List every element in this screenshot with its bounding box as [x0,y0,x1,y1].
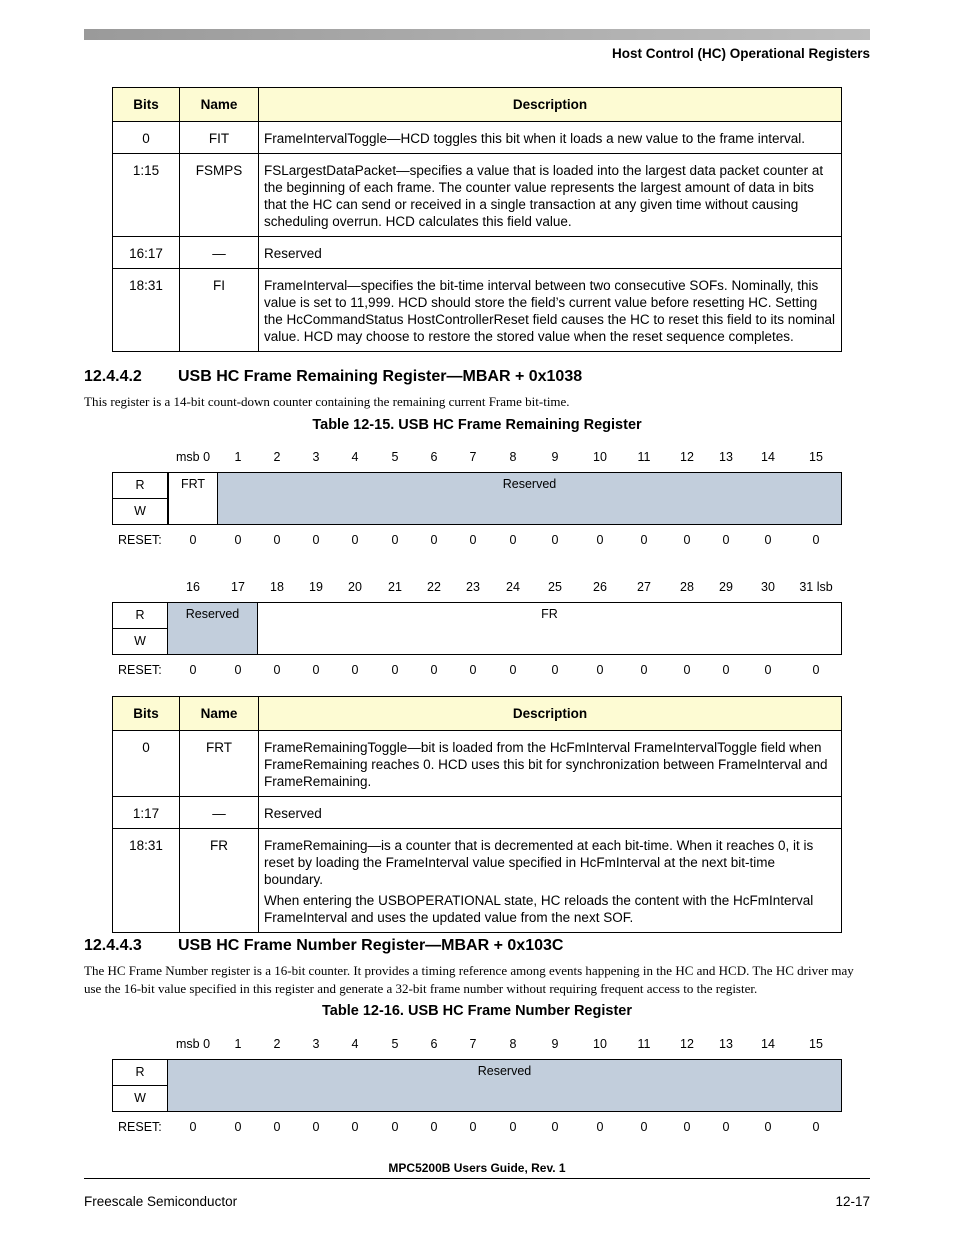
bit-number: 9 [551,450,559,464]
description-cell [259,797,842,829]
reset-value: 0 [812,533,820,547]
bits-header: Bits [113,88,180,122]
bit-number: 19 [309,580,323,594]
name-header: Name [180,88,259,122]
description-text: Reserved [264,806,322,821]
reset-values [112,663,842,683]
bit-number: 15 [809,1037,823,1051]
bit-number: 5 [391,450,399,464]
bit-number: 14 [761,450,775,464]
reset-value: 0 [273,533,281,547]
name-header: Name [180,697,259,731]
section-heading [84,937,563,955]
reset-value: 0 [430,533,438,547]
description-text: FrameIntervalToggle—HCD toggles this bit when it loads a new value to the frame interval. [264,131,806,146]
description-text: When entering the USBOPERATIONAL state, HC reloads the content with the HcFmInterval FrameInterval and uses the updated value from the next SOF. [264,893,814,925]
reset-value: 0 [234,663,242,677]
bit-number: 7 [469,450,477,464]
field-reserved: Reserved [218,473,842,524]
bit-number: 10 [593,1037,607,1051]
reset-value: 0 [640,533,648,547]
bit-number: 20 [348,580,362,594]
reset-value: 0 [469,533,477,547]
bit-number: 4 [351,1037,359,1051]
bits-cell: 18:31 [113,829,180,933]
bit-number: 24 [506,580,520,594]
section-paragraph: This register is a 14-bit count-down counter containing the remaining current Frame bit-time. [84,394,570,409]
bit-number: 22 [427,580,441,594]
name-cell: FSMPS [180,154,259,237]
read-label: R [112,1060,168,1086]
bit-number: 28 [680,580,694,594]
register-grid [112,602,842,655]
field-reserved: Reserved [168,603,258,654]
bit-number: 4 [351,450,359,464]
header-bar [84,29,870,40]
write-label: W [112,1086,168,1112]
reset-label: RESET: [118,1120,162,1134]
reset-value: 0 [391,1120,399,1134]
description-cell [259,122,842,154]
bit-number: 14 [761,1037,775,1051]
description-cell [259,829,842,933]
reset-value: 0 [509,533,517,547]
bit-number: 10 [593,450,607,464]
description-text: FrameRemaining—is a counter that is decremented at each bit-time. When it reaches 0, it is reset by loading the FrameInterval value specified in HcFmInterval at the next bit-time boundary. [264,838,814,887]
bit-number: 31 lsb [799,580,833,594]
reset-value: 0 [469,1120,477,1134]
reset-value: 0 [312,533,320,547]
reset-value: 0 [722,1120,730,1134]
description-cell [259,154,842,237]
bits-cell: 1:17 [113,797,180,829]
description-text: FSLargestDataPacket—specifies a value that is loaded into the largest data packet counter at the beginning of each frame. The counter value represents the largest amount of data in bits that the HC can send or received in a single transaction at any given time without causing scheduling overrun. HCD calculates this field value. [264,163,824,229]
name-cell: FRT [180,731,259,797]
name-cell: — [180,237,259,269]
reset-value: 0 [640,1120,648,1134]
write-label: W [112,629,168,655]
reset-value: 0 [683,663,691,677]
fm-interval-bit-table [112,87,842,352]
bits-cell: 1:15 [113,154,180,237]
field-fr: FR [258,603,842,654]
footer-guide-title: MPC5200B Users Guide, Rev. 1 [388,1161,566,1175]
reset-value: 0 [764,663,772,677]
bit-number: 21 [388,580,402,594]
bit-number: 16 [186,580,200,594]
reset-value: 0 [596,533,604,547]
reset-value: 0 [509,663,517,677]
reset-value: 0 [596,1120,604,1134]
reset-value: 0 [312,1120,320,1134]
table-row [113,154,842,237]
bit-number: 5 [391,1037,399,1051]
reset-value: 0 [596,663,604,677]
section-number: 12.4.4.2 [84,368,142,385]
description-cell [259,269,842,352]
field-reserved: Reserved [168,1060,842,1111]
name-cell: — [180,797,259,829]
reset-values [112,1120,842,1140]
reset-value: 0 [189,663,197,677]
bit-number: 2 [273,1037,281,1051]
frame-number-register [112,1037,842,1140]
bit-number: 6 [430,450,438,464]
reset-value: 0 [189,533,197,547]
table-row [113,122,842,154]
table-caption: Table 12-15. USB HC Frame Remaining Register [312,417,642,433]
bit-number: 8 [509,450,517,464]
reset-value: 0 [812,663,820,677]
reset-value: 0 [683,533,691,547]
bit-number: 7 [469,1037,477,1051]
table-row [113,731,842,797]
reset-value: 0 [551,533,559,547]
reset-value: 0 [351,1120,359,1134]
bit-number: msb 0 [175,1037,211,1051]
reset-value: 0 [351,533,359,547]
reset-value: 0 [351,663,359,677]
write-label: W [112,499,168,525]
reset-value: 0 [312,663,320,677]
description-header: Description [259,697,842,731]
bit-numbers [112,1037,842,1057]
table-row [113,829,842,933]
table-caption: Table 12-16. USB HC Frame Number Register [322,1003,632,1019]
bits-cell: 0 [113,122,180,154]
footer-company: Freescale Semiconductor [84,1194,238,1209]
read-label: R [112,603,168,629]
bit-number: 18 [270,580,284,594]
field-frt: FRT [168,473,218,524]
reset-value: 0 [551,1120,559,1134]
reset-value: 0 [430,663,438,677]
register-grid [112,472,842,525]
bit-number: 26 [593,580,607,594]
bit-number: 12 [680,1037,694,1051]
reset-value: 0 [722,533,730,547]
bits-cell: 18:31 [113,269,180,352]
reset-value: 0 [764,533,772,547]
bit-number: 8 [509,1037,517,1051]
reset-value: 0 [812,1120,820,1134]
description-header: Description [259,88,842,122]
bit-number: 25 [548,580,562,594]
footer-page-number: 12-17 [835,1194,870,1209]
bit-number: 11 [637,450,651,464]
bit-number: 17 [231,580,245,594]
name-cell: FIT [180,122,259,154]
section-heading [84,368,582,386]
bit-number: 15 [809,450,823,464]
footer-divider [84,1178,870,1179]
reset-value: 0 [551,663,559,677]
table-row [113,237,842,269]
reset-label: RESET: [118,533,162,547]
reset-value: 0 [273,1120,281,1134]
bit-numbers [112,580,842,600]
table-row [113,797,842,829]
name-cell: FR [180,829,259,933]
bit-number: 13 [719,1037,733,1051]
reset-value: 0 [391,663,399,677]
description-text: FrameRemainingToggle—bit is loaded from the HcFmInterval FrameIntervalToggle field when FrameRemaining reaches 0. HCD uses this bit for synchronization between FrameInterval and FrameRemaining. [264,740,828,789]
bit-number: 1 [234,1037,242,1051]
fm-remaining-bit-table [112,696,842,933]
reset-value: 0 [273,663,281,677]
bit-number: msb 0 [175,450,211,464]
reset-value: 0 [764,1120,772,1134]
bit-numbers [112,450,842,470]
bit-number: 29 [719,580,733,594]
reset-value: 0 [189,1120,197,1134]
bit-number: 23 [466,580,480,594]
name-cell: FI [180,269,259,352]
bit-number: 2 [273,450,281,464]
description-cell [259,237,842,269]
reset-value: 0 [640,663,648,677]
bit-number: 27 [637,580,651,594]
header-title: Host Control (HC) Operational Registers [611,46,870,61]
section-number: 12.4.4.3 [84,937,142,954]
reset-value: 0 [722,663,730,677]
section-title: USB HC Frame Number Register—MBAR + 0x103C [178,937,564,954]
reset-value: 0 [234,1120,242,1134]
description-text: FrameInterval—specifies the bit-time interval between two consecutive SOFs. Nominally, this value is set to 11,999. HCD should store the field’s current value before resetting HC. Setting the HcCommandStatus HostControllerReset field causes the HC to reset this field to its nominal value. HCD may choose to restore the stored value when the reset sequence completes. [264,278,836,344]
read-label: R [112,473,168,499]
bit-number: 6 [430,1037,438,1051]
description-cell [259,731,842,797]
frame-remaining-register [112,450,842,683]
table-row [113,269,842,352]
bits-cell: 0 [113,731,180,797]
section-paragraph: The HC Frame Number register is a 16-bit counter. It provides a timing reference among events happening in the HC and HCD. The HC driver may use the 16-bit value specified in this register and generate a 32-bit frame number without requiring frequent access to the register. [84,963,854,996]
bit-number: 9 [551,1037,559,1051]
bit-number: 3 [312,1037,320,1051]
bit-number: 1 [234,450,242,464]
register-grid [112,1059,842,1112]
reset-value: 0 [430,1120,438,1134]
reset-label: RESET: [118,663,162,677]
reset-values [112,533,842,553]
bit-number: 30 [761,580,775,594]
reset-value: 0 [469,663,477,677]
bit-number: 11 [637,1037,651,1051]
bit-number: 12 [680,450,694,464]
description-text: Reserved [264,246,322,261]
bit-number: 13 [719,450,733,464]
reset-value: 0 [683,1120,691,1134]
reset-value: 0 [509,1120,517,1134]
bits-header: Bits [113,697,180,731]
section-title: USB HC Frame Remaining Register—MBAR + 0x1038 [178,368,583,385]
reset-value: 0 [234,533,242,547]
bit-number: 3 [312,450,320,464]
bits-cell: 16:17 [113,237,180,269]
reset-value: 0 [391,533,399,547]
